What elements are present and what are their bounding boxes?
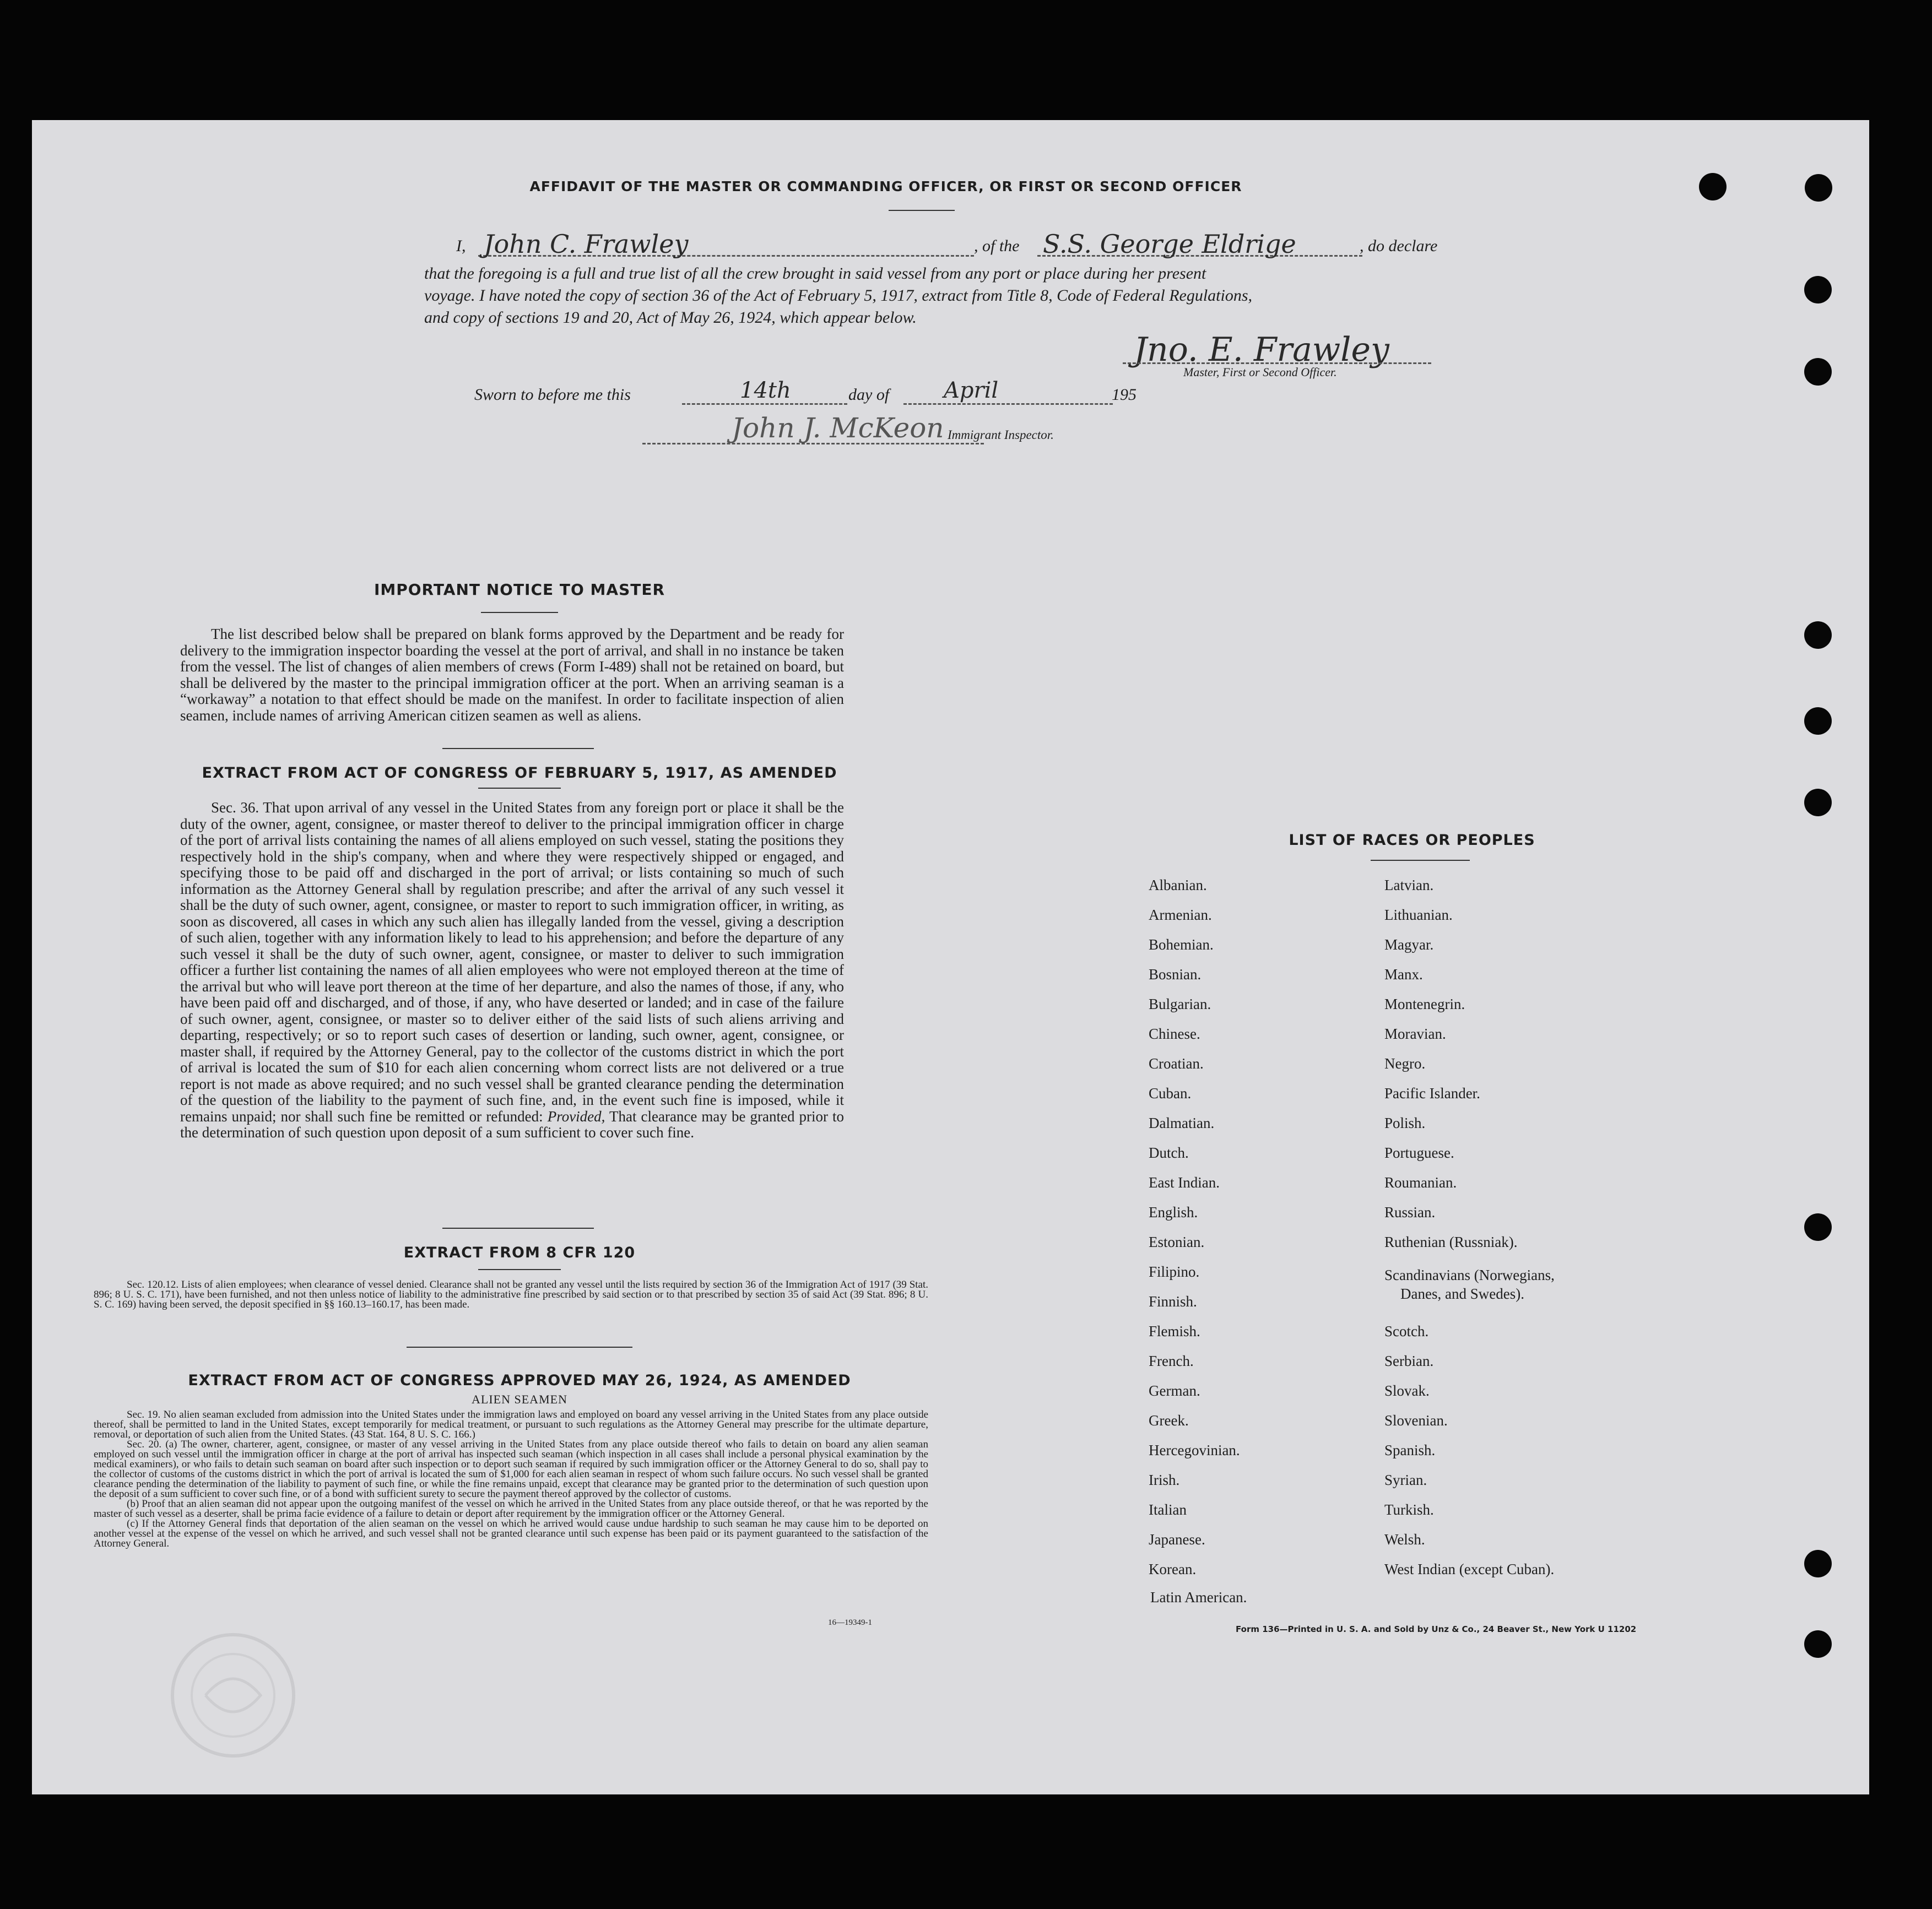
- race-left-item: Dutch.: [1149, 1145, 1189, 1161]
- race-left-item: Irish.: [1149, 1472, 1180, 1488]
- extract-1924-body: [94, 1410, 928, 1549]
- punch-hole: [1804, 1213, 1832, 1241]
- race-left-item: Albanian.: [1149, 877, 1207, 893]
- sec-36-text-end: That clearance may be granted prior to the determination of such question upon deposit of a sum sufficient to cover such fine.: [180, 1108, 845, 1141]
- race-left-item: Cuban.: [1149, 1085, 1192, 1102]
- races-heading: LIST OF RACES OR PEOPLES: [1289, 832, 1535, 849]
- race-right-item: Scandinavians (Norwegians,: [1384, 1267, 1555, 1283]
- sec-36-text: That upon arrival of any vessel in the United States from any foreign port or place it shall be the duty of the owner, agent, consignee, or master thereof to deliver to the principal immigration officer in charge of the port of arrival lists containing the names of all aliens employed on such vessel, stating the positions they respectively hold in the ship's company, when and where they were respectively shipped or engaged, and specifying those to be paid off and discharged in the port of arrival; or lists containing so much of such information as the Attorney General shall by regulation prescribe; and after the arrival of any such vessel it shall be the duty of such owner, agent, consignee, or master to report to such immigration officer, in writing, as soon as discovered, all cases in which any such alien has illegally landed from the vessel, giving a description of such alien, together with any information likely to lead to his apprehension; and before the departure of any such vessel it shall be the duty of such owner, agent, consignee, or master to deliver to such immigration officer a further list containing the names of all alien employees who were not employed thereon at the time of the arrival but who will leave port thereon at the time of her departure, and also the names of those, if any, who have been paid off and discharged, and of those, if any, who have deserted or landed; and in case of the failure of such owner, agent, consignee, or master so to deliver either of the said lists of such aliens arriving and departing, respectively; or so to report such cases of desertion or landing, such owner, agent, consignee, or master shall, if required by the Attorney General, pay to the collector of the customs district in which the port of arrival is located the sum of $10 for each alien concerning whom correct lists are not delivered or a true report is not made as above required; and no such vessel shall be granted clearance pending the determination of the question of the liability to the payment of such fine, and, in the event such fine is imposed, while it remains unpaid; nor shall such fine be remitted or refunded:: [180, 799, 844, 1125]
- race-left-item: Korean.: [1149, 1561, 1197, 1577]
- notice-heading: IMPORTANT NOTICE TO MASTER: [374, 581, 665, 599]
- extract-1917-divider: [478, 788, 561, 789]
- extract-1917-end-rule: [442, 1228, 594, 1229]
- race-left-item: Latin American.: [1150, 1589, 1247, 1606]
- race-left-item: Italian: [1149, 1501, 1187, 1518]
- race-left-item: Filipino.: [1149, 1263, 1200, 1280]
- inspector-caption: Immigrant Inspector.: [948, 428, 1054, 442]
- race-right-item: Serbian.: [1384, 1353, 1434, 1369]
- race-right-item: Danes, and Swedes).: [1400, 1286, 1524, 1302]
- race-right-item: Magyar.: [1384, 936, 1434, 953]
- races-divider: [1371, 860, 1470, 861]
- extract-1917-heading: EXTRACT FROM ACT OF CONGRESS OF FEBRUARY 5, 1917, AS AMENDED: [202, 764, 837, 782]
- notice-text: The list described below shall be prepared on blank forms approved by the Department and be ready for delivery to the immigration inspector boarding the vessel at the port of arrival, and shall in no instance be taken from the vessel. The list of changes of alien members of crews (Form I-489) shall not be retained on board, but shall be delivered by the master to the principal immigration officer at the port. When an arriving seaman is a “workaway” a notation to that effect should be made on the manifest. In order to facilitate inspection of alien seamen, include names of arriving American citizen seamen as well as aliens.: [180, 626, 844, 724]
- notice-divider: [481, 612, 558, 613]
- punch-hole: [1699, 173, 1727, 200]
- sworn-prefix: Sworn to before me this: [474, 386, 631, 404]
- alien-seamen-subheading: ALIEN SEAMEN: [472, 1392, 567, 1406]
- signature-caption: Master, First or Second Officer.: [1183, 365, 1337, 379]
- punch-hole: [1804, 621, 1832, 649]
- race-right-item: Ruthenian (Russniak).: [1384, 1234, 1518, 1250]
- race-left-item: East Indian.: [1149, 1174, 1220, 1191]
- sec-19-text: Sec. 19. No alien seaman excluded from admission into the United States under the immigration laws and employed on board any vessel arriving in the United States from any place outside thereof, shall be permitted to land in the United States, except temporarily for medical treatment, or pursuant to such regulations as the Attorney General may prescribe for the ultimate departure, removal, or deportation of such alien from the United States. (43 Stat. 164, 8 U. S. C. 166.): [94, 1409, 928, 1440]
- race-right-item: Montenegrin.: [1384, 996, 1465, 1012]
- sworn-month-line: [903, 403, 1113, 405]
- extract-1917-body: [180, 800, 844, 1141]
- race-left-item: Japanese.: [1149, 1531, 1205, 1548]
- day-of-label: day of: [848, 386, 890, 404]
- affidavit-i-prefix: I,: [456, 237, 466, 255]
- race-right-item: West Indian (except Cuban).: [1384, 1561, 1555, 1577]
- affidavit-line-3: voyage. I have noted the copy of section 36 of the Act of February 5, 1917, extract from Title 8, Code of Federal Regulations,: [424, 286, 1253, 305]
- race-left-item: French.: [1149, 1353, 1194, 1369]
- cfr-heading: EXTRACT FROM 8 CFR 120: [403, 1244, 636, 1261]
- affidavit-line-2: that the foregoing is a full and true list of all the crew brought in said vessel from any port or place during her present: [424, 264, 1206, 283]
- signature-line: [1123, 362, 1431, 364]
- race-left-item: Bohemian.: [1149, 936, 1214, 953]
- race-right-item: Slovak.: [1384, 1382, 1430, 1399]
- affidavit-line-4: and copy of sections 19 and 20, Act of May 26, 1924, which appear below.: [424, 308, 917, 327]
- race-left-item: Greek.: [1149, 1412, 1189, 1429]
- race-right-item: Manx.: [1384, 966, 1423, 983]
- race-right-item: Slovenian.: [1384, 1412, 1448, 1429]
- race-right-item: Moravian.: [1384, 1026, 1446, 1042]
- race-left-item: Finnish.: [1149, 1293, 1197, 1310]
- master-signature: Jno. E. Frawley: [1134, 330, 1389, 369]
- race-left-item: Armenian.: [1149, 907, 1212, 923]
- sworn-day-line: [682, 403, 847, 405]
- sworn-day-handwriting: 14th: [740, 378, 791, 403]
- cfr-divider: [478, 1269, 561, 1270]
- race-right-item: Turkish.: [1384, 1501, 1434, 1518]
- race-right-item: Lithuanian.: [1384, 907, 1453, 923]
- inspector-signature: John J. McKeon: [732, 412, 944, 444]
- form-number: 16—19349-1: [828, 1618, 872, 1627]
- embossed-seal: [167, 1629, 299, 1761]
- race-left-item: Chinese.: [1149, 1026, 1200, 1042]
- race-right-item: Scotch.: [1384, 1323, 1429, 1339]
- race-left-item: Hercegovinian.: [1149, 1442, 1240, 1458]
- title-divider: [889, 210, 955, 211]
- master-name-handwriting: John C. Frawley: [484, 229, 689, 259]
- race-left-item: English.: [1149, 1204, 1198, 1221]
- race-left-item: Croatian.: [1149, 1055, 1204, 1072]
- punch-hole: [1804, 358, 1832, 386]
- race-right-item: Pacific Islander.: [1384, 1085, 1480, 1102]
- race-right-item: Syrian.: [1384, 1472, 1427, 1488]
- cfr-end-rule: [407, 1347, 632, 1348]
- race-right-item: Roumanian.: [1384, 1174, 1457, 1191]
- punch-hole: [1804, 276, 1832, 303]
- sec-20c-text: (c) If the Attorney General finds that deportation of the alien seaman on the vessel on which he arrived would cause undue hardship to such seaman he may cause him to be deported on another vessel at the expense of the vessel on which he arrived, and such vessel shall not be granted clearance until such expense has been paid or its payment guaranteed to the satisfaction of the Attorney General.: [94, 1518, 928, 1549]
- race-left-item: Flemish.: [1149, 1323, 1200, 1339]
- race-left-item: Estonian.: [1149, 1234, 1205, 1250]
- provided-word: Provided,: [547, 1108, 605, 1125]
- sworn-year: 195: [1112, 386, 1137, 404]
- of-the-label: , of the: [974, 237, 1020, 255]
- sec-36-label: Sec. 36.: [211, 799, 259, 816]
- punch-hole: [1804, 1550, 1832, 1577]
- sec-20b-text: (b) Proof that an alien seaman did not appear upon the outgoing manifest of the vessel on which he arrived in the United States from any place outside thereof, or that he was reported by the master of such vessel as a deserter, shall be prima facie evidence of a failure to detain or deport after requirement by the immigration officer or the Attorney General.: [94, 1498, 928, 1520]
- sworn-month-handwriting: April: [944, 378, 999, 403]
- punch-hole: [1805, 174, 1832, 202]
- race-left-item: Bosnian.: [1149, 966, 1202, 983]
- race-right-item: Portuguese.: [1384, 1145, 1454, 1161]
- vessel-name-handwriting: S.S. George Eldrige: [1043, 229, 1296, 259]
- race-right-item: Polish.: [1384, 1115, 1426, 1131]
- extract-1924-heading: EXTRACT FROM ACT OF CONGRESS APPROVED MAY 26, 1924, AS AMENDED: [188, 1372, 851, 1389]
- notice-end-rule: [442, 748, 594, 749]
- do-declare-label: , do declare: [1360, 237, 1438, 255]
- cfr-text: Sec. 120.12. Lists of alien employees; when clearance of vessel denied. Clearance shall not be granted any vessel until the lists required by section 36 of the Immigration Act of 1917 (39 Stat. 896; 8 U. S. C. 171), have been furnished, and not then unless notice of liability to the administrative fine prescribed by said section or to that prescribed by section 35 of said Act (39 Stat. 896; 8 U. S. C. 169) having been served, the deposit specified in §§ 160.13–160.17, has been made.: [94, 1279, 928, 1310]
- race-right-item: Welsh.: [1384, 1531, 1425, 1548]
- race-left-item: German.: [1149, 1382, 1200, 1399]
- race-right-item: Latvian.: [1384, 877, 1434, 893]
- sec-20a-text: Sec. 20. (a) The owner, charterer, agent, consignee, or master of any vessel arriving in the United States from any place outside thereof who fails to detain on board any alien seaman employed on such vessel until the immigration officer in charge at the port of arrival has inspected such seaman (which inspection in all cases shall include a personal physical examination by the medical examiners), or who fails to detain such seaman on board after such inspection or to deport such seaman if required by such immigration officer or the Attorney General to do so, shall pay to the collector of customs of the customs district in which the port of arrival is located the sum of $1,000 for each alien seaman in respect of whom such failure occurs. No such vessel shall be granted clearance pending the determination of the liability to payment of such fine, or while the fine remains unpaid, except that clearance may be granted prior to the determination of such question upon the deposit of a sum sufficient to cover such fine, or of a bond with sufficient surety to secure the payment thereof approved by the collector of customs.: [94, 1439, 928, 1500]
- document-sheet: [32, 120, 1869, 1794]
- race-left-item: Dalmatian.: [1149, 1115, 1215, 1131]
- punch-hole: [1804, 1630, 1832, 1658]
- affidavit-title: AFFIDAVIT OF THE MASTER OR COMMANDING OFFICER, OR FIRST OR SECOND OFFICER: [529, 178, 1242, 194]
- punch-hole: [1804, 789, 1832, 816]
- punch-hole: [1804, 707, 1832, 735]
- race-right-item: Russian.: [1384, 1204, 1436, 1221]
- race-left-item: Bulgarian.: [1149, 996, 1211, 1012]
- race-right-item: Spanish.: [1384, 1442, 1436, 1458]
- printer-credit: Form 136—Printed in U. S. A. and Sold by Unz & Co., 24 Beaver St., New York U 11202: [1236, 1624, 1637, 1634]
- race-right-item: Negro.: [1384, 1055, 1426, 1072]
